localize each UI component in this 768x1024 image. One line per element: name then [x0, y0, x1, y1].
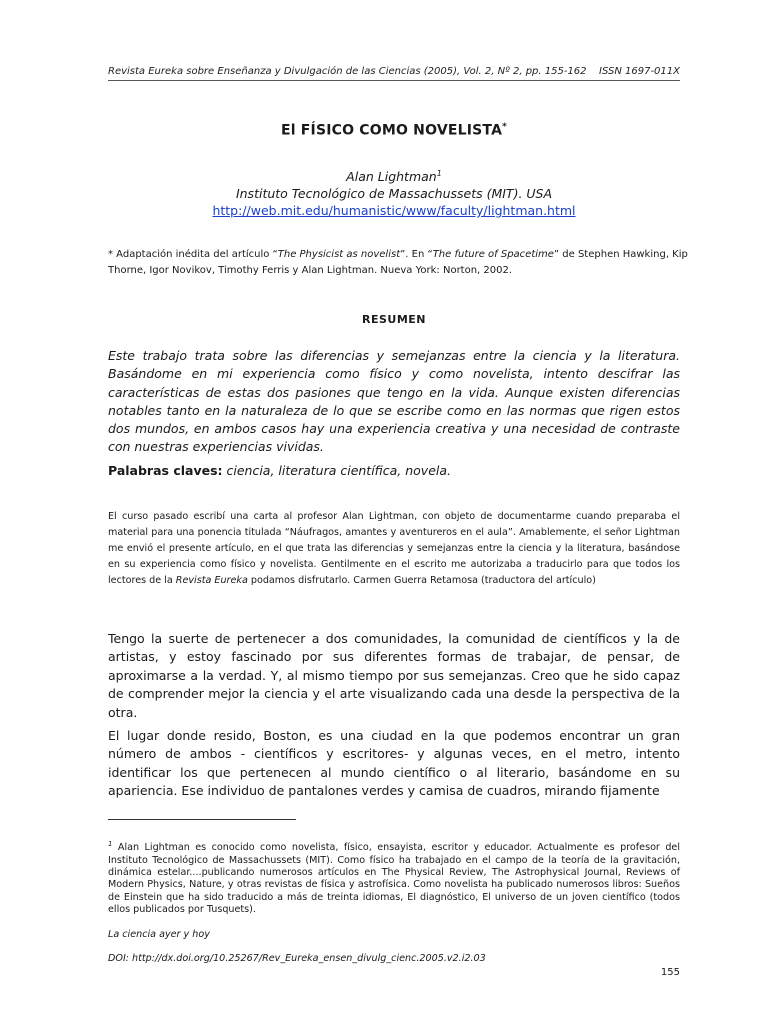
adaptation-note: * Adaptación inédita del artículo “The Physicist as novelist”. En “The future of Spacetime” de Stephen Hawking, Kip Thorne, Igor Novikov, Timothy Ferris y Alan Lightman. Nueva York: Norton, 2002.: [108, 249, 688, 276]
footnote-mark: 1: [108, 840, 113, 848]
footnote-1: $^1$ Alan Lightman es conocido como novelista, físico, ensayista, escritor y educador. Actualmente es profesor del Instituto Tecnológico de Massachussets (MIT). Como físico ha trabajado en el campo de la teoría de la gravitación, dinámica estelar....publicando numerosos artículos en The Physical Review, The Astrophysical Journal, Reviews of Modern Physics, Nature, y otras revistas de física y astrofísica. Como novelista ha publicado numerosos libros: Sueños de Einstein que ha sido traducido a más de treinta idiomas, El diagnóstico, El universo de un joven científico (todos ellos publicados por Tusquets).: [108, 840, 680, 916]
keywords-list: ciencia, literatura científica, novela.: [226, 463, 451, 478]
keywords: [108, 462, 680, 480]
adaptation-note-book: The future of Spacetime: [432, 249, 554, 260]
title-text: El FÍSICO COMO NOVELISTA: [280, 122, 503, 139]
author-institution: Instituto Tecnológico de Massachussets (MIT). USA: [235, 186, 553, 202]
article-title: [108, 122, 680, 139]
issn: ISSN 1697-011X: [599, 66, 680, 77]
keywords-label: Palabras claves:: [108, 463, 223, 478]
page-number: 155: [660, 967, 680, 978]
author-footnote-mark: 1: [436, 169, 442, 178]
body-paragraph-2: El lugar donde resido, Boston, es una ciudad en la que podemos encontrar un gran número de ambos - científicos y escritores- y algunas veces, en el metro, intento identificar los que pertenecen al mundo científico o al literario, basándome en su apariencia. Ese individuo de pantalones verdes y camisa de cuadros, mirando fijamente: [108, 728, 680, 799]
abstract-text: Este trabajo trata sobre las diferencias y semejanzas entre la ciencia y la literatura. Basándome en mi experiencia como físico y como novelista, intento descifrar las características de estas dos pasiones que tengo en la vida. Aunque existen diferencias notables tanto en la naturaleza de lo que se escribe como en las normas que rigen estos dos mundos, en ambos casos hay una experiencia creativa y una necesidad de contraste con nuestras experiencias vividas.: [108, 348, 680, 455]
footnote-divider: [108, 819, 296, 820]
author-name: Alan Lightman$^1$: [346, 169, 442, 185]
author-block: [108, 165, 680, 219]
abstract-heading: RESUMEN: [361, 313, 426, 326]
doi-line: DOI: http://dx.doi.org/10.25267/Rev_Eureka_ensen_divulg_cienc.2005.v2.i2.03: [108, 953, 486, 964]
journal-citation: Revista Eureka sobre Enseñanza y Divulgación de las Ciencias (2005), Vol. 2, Nº 2, pp. 155-162: [108, 66, 587, 77]
body-paragraph-1: Tengo la suerte de pertenecer a dos comunidades, la comunidad de científicos y la de artistas, y estoy fascinado por sus diferentes formas de trabajar, de pensar, de aproximarse a la verdad. Y, al mismo tiempo por sus semejanzas. Creo que he sido capaz de comprender mejor la ciencia y el arte visualizando cada una desde la perspectiva de la otra.: [108, 631, 680, 720]
title-footnote-mark: *: [502, 122, 508, 132]
translator-note: El curso pasado escribí una carta al profesor Alan Lightman, con objeto de documentarme cuando preparaba el material para una ponencia titulada “Náufragos, amantes y aventureros en el aula”. Amablemente, el señor Lightman me envió el presente artículo, en el que trata las diferencias y semejanzas entre la ciencia y la literatura, basándose en su experiencia como físico y novelista. Gentilmente en el escrito me autorizaba a traducirlo para que todos los lectores de la Revista Eureka podamos disfrutarlo. Carmen Guerra Retamosa (traductora del artículo): [108, 511, 680, 586]
section-name: La ciencia ayer y hoy: [108, 929, 210, 940]
adaptation-note-title: The Physicist as novelist: [277, 249, 401, 260]
body-text: [108, 630, 680, 806]
running-header: [108, 66, 680, 81]
translator-note-journal: Revista Eureka: [175, 575, 248, 586]
author-url-link[interactable]: http://web.mit.edu/humanistic/www/faculty/lightman.html: [212, 203, 576, 219]
